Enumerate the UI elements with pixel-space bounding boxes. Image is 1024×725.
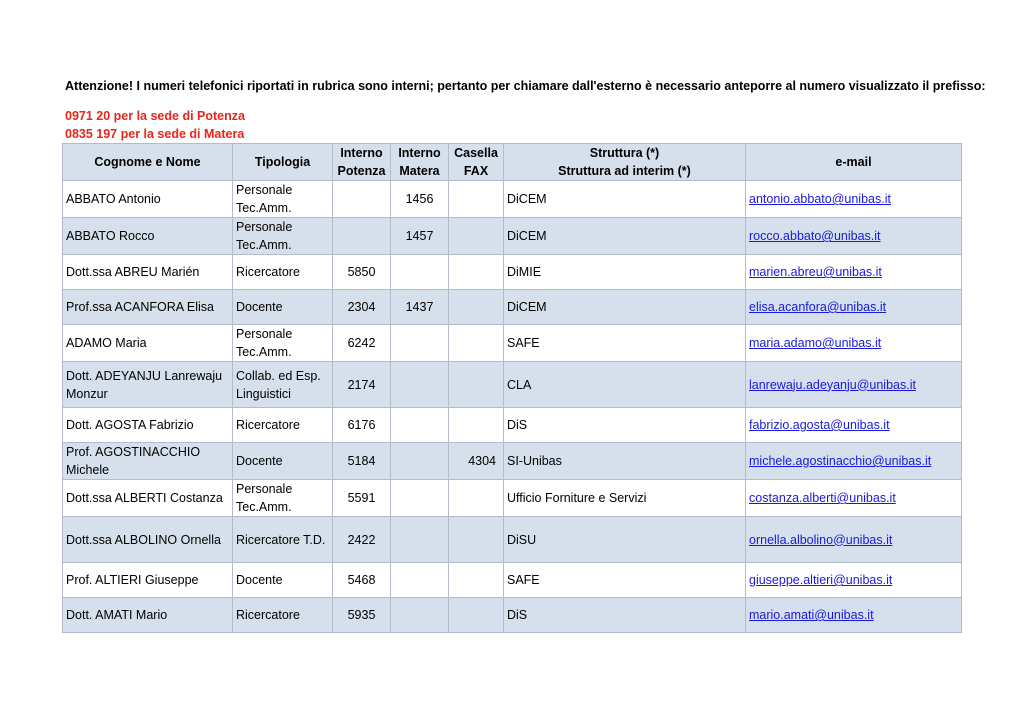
- email-link[interactable]: lanrewaju.adeyanju@unibas.it: [749, 377, 916, 392]
- header-interno-matera: [391, 144, 449, 181]
- table-row: [63, 517, 962, 563]
- header-label: Struttura ad interim (*): [558, 164, 691, 178]
- email-link[interactable]: ornella.albolino@unibas.it: [749, 532, 893, 547]
- cell-interno-matera: 1456: [391, 181, 449, 218]
- cell-nome: Dott. ADEYANJU Lanrewaju Monzur: [63, 362, 233, 408]
- prefix-potenza: 0971 20 per la sede di Potenza: [65, 109, 245, 123]
- header-nome: Cognome e Nome: [63, 144, 233, 181]
- cell-interno-potenza: [333, 218, 391, 255]
- cell-nome: Dott.ssa ABREU Marién: [63, 255, 233, 290]
- cell-tipologia: Ricercatore: [233, 598, 333, 633]
- cell-struttura: SAFE: [504, 325, 746, 362]
- cell-email: [746, 443, 962, 480]
- header-email: e-mail: [746, 144, 962, 181]
- email-link[interactable]: antonio.abbato@unibas.it: [749, 192, 891, 206]
- cell-interno-potenza: 6242: [333, 325, 391, 362]
- table-row: [63, 443, 962, 480]
- cell-tipologia: Docente: [233, 563, 333, 598]
- cell-casella-fax: [449, 563, 504, 598]
- header-tipologia: Tipologia: [233, 144, 333, 181]
- header-label: Casella: [454, 146, 498, 160]
- cell-casella-fax: 4304: [449, 443, 504, 480]
- header-label: Matera: [399, 164, 440, 178]
- header-casella-fax: [449, 144, 504, 181]
- email-link[interactable]: giuseppe.altieri@unibas.it: [749, 573, 893, 587]
- cell-struttura: SAFE: [504, 563, 746, 598]
- cell-nome: Dott. AGOSTA Fabrizio: [63, 408, 233, 443]
- cell-tipologia: Ricercatore: [233, 255, 333, 290]
- header-label: Potenza: [337, 164, 386, 178]
- cell-interno-matera: [391, 408, 449, 443]
- cell-casella-fax: [449, 218, 504, 255]
- cell-struttura: CLA: [504, 362, 746, 408]
- cell-interno-potenza: 2174: [333, 362, 391, 408]
- table-row: [63, 563, 962, 598]
- cell-casella-fax: [449, 598, 504, 633]
- cell-tipologia: Ricercatore T.D.: [233, 517, 333, 563]
- header-label: FAX: [463, 164, 489, 178]
- email-link[interactable]: maria.adamo@unibas.it: [749, 336, 882, 350]
- cell-email: [746, 181, 962, 218]
- cell-interno-matera: 1457: [391, 218, 449, 255]
- table-row: [63, 325, 962, 362]
- cell-struttura: DiCEM: [504, 181, 746, 218]
- cell-struttura: DiS: [504, 598, 746, 633]
- cell-interno-potenza: 2422: [333, 517, 391, 563]
- cell-interno-matera: 1437: [391, 290, 449, 325]
- table-row: [63, 181, 962, 218]
- prefix-matera: 0835 197 per la sede di Matera: [65, 127, 245, 141]
- cell-nome: Prof. AGOSTINACCHIO Michele: [63, 443, 233, 480]
- email-link[interactable]: rocco.abbato@unibas.it: [749, 229, 881, 243]
- table-row: [63, 598, 962, 633]
- cell-tipologia: Personale Tec.Amm.: [233, 181, 333, 218]
- cell-nome: Prof. ALTIERI Giuseppe: [63, 563, 233, 598]
- cell-email: [746, 325, 962, 362]
- cell-nome: Dott. AMATI Mario: [63, 598, 233, 633]
- header-label: Interno: [398, 146, 441, 160]
- email-link[interactable]: elisa.acanfora@unibas.it: [749, 300, 887, 314]
- table-header-row: [63, 144, 962, 181]
- cell-casella-fax: [449, 408, 504, 443]
- email-link[interactable]: mario.amati@unibas.it: [749, 608, 874, 622]
- cell-casella-fax: [449, 325, 504, 362]
- cell-tipologia: Collab. ed Esp. Linguistici: [233, 362, 333, 408]
- cell-email: [746, 362, 962, 408]
- cell-interno-matera: [391, 563, 449, 598]
- table-row: [63, 408, 962, 443]
- cell-interno-potenza: 6176: [333, 408, 391, 443]
- cell-nome: Dott.ssa ALBERTI Costanza: [63, 480, 233, 517]
- cell-casella-fax: [449, 290, 504, 325]
- cell-struttura: SI-Unibas: [504, 443, 746, 480]
- cell-interno-matera: [391, 325, 449, 362]
- header-interno-potenza: [333, 144, 391, 181]
- cell-tipologia: Ricercatore: [233, 408, 333, 443]
- cell-email: [746, 563, 962, 598]
- email-link[interactable]: costanza.alberti@unibas.it: [749, 491, 896, 505]
- email-link[interactable]: marien.abreu@unibas.it: [749, 265, 882, 279]
- cell-interno-matera: [391, 598, 449, 633]
- cell-interno-potenza: 5468: [333, 563, 391, 598]
- cell-casella-fax: [449, 480, 504, 517]
- header-label: Struttura (*): [589, 146, 660, 160]
- cell-interno-matera: [391, 480, 449, 517]
- cell-struttura: DiCEM: [504, 290, 746, 325]
- header-label: Interno: [340, 146, 383, 160]
- table-row: [63, 218, 962, 255]
- cell-interno-matera: [391, 443, 449, 480]
- table-row: [63, 362, 962, 408]
- cell-email: [746, 517, 962, 563]
- cell-email: [746, 290, 962, 325]
- header-struttura: [504, 144, 746, 181]
- cell-struttura: DiCEM: [504, 218, 746, 255]
- cell-tipologia: Personale Tec.Amm.: [233, 218, 333, 255]
- cell-casella-fax: [449, 255, 504, 290]
- cell-interno-potenza: [333, 181, 391, 218]
- cell-casella-fax: [449, 517, 504, 563]
- cell-tipologia: Docente: [233, 290, 333, 325]
- cell-email: [746, 218, 962, 255]
- cell-email: [746, 408, 962, 443]
- cell-nome: Dott.ssa ALBOLINO Ornella: [63, 517, 233, 563]
- cell-nome: ADAMO Maria: [63, 325, 233, 362]
- cell-interno-potenza: 2304: [333, 290, 391, 325]
- cell-interno-potenza: 5850: [333, 255, 391, 290]
- cell-tipologia: Docente: [233, 443, 333, 480]
- cell-casella-fax: [449, 362, 504, 408]
- cell-tipologia: Personale Tec.Amm.: [233, 480, 333, 517]
- email-link[interactable]: fabrizio.agosta@unibas.it: [749, 418, 890, 432]
- cell-email: [746, 480, 962, 517]
- cell-nome: ABBATO Rocco: [63, 218, 233, 255]
- cell-tipologia: Personale Tec.Amm.: [233, 325, 333, 362]
- table-row: [63, 290, 962, 325]
- cell-interno-matera: [391, 255, 449, 290]
- cell-struttura: DiS: [504, 408, 746, 443]
- cell-interno-potenza: 5935: [333, 598, 391, 633]
- notice-text: Attenzione! I numeri telefonici riportati in rubrica sono interni; pertanto per chiamare dall'esterno è necessario anteporre al numero visualizzato il prefisso:: [65, 79, 986, 93]
- cell-interno-potenza: 5184: [333, 443, 391, 480]
- cell-nome: Prof.ssa ACANFORA Elisa: [63, 290, 233, 325]
- table-row: [63, 480, 962, 517]
- cell-struttura: DiMIE: [504, 255, 746, 290]
- cell-interno-potenza: 5591: [333, 480, 391, 517]
- cell-struttura: DiSU: [504, 517, 746, 563]
- directory-table: [62, 143, 962, 633]
- table-row: [63, 255, 962, 290]
- email-link[interactable]: michele.agostinacchio@unibas.it: [749, 454, 932, 468]
- cell-casella-fax: [449, 181, 504, 218]
- cell-interno-matera: [391, 517, 449, 563]
- cell-email: [746, 598, 962, 633]
- cell-nome: ABBATO Antonio: [63, 181, 233, 218]
- cell-email: [746, 255, 962, 290]
- cell-struttura: Ufficio Forniture e Servizi: [504, 480, 746, 517]
- cell-interno-matera: [391, 362, 449, 408]
